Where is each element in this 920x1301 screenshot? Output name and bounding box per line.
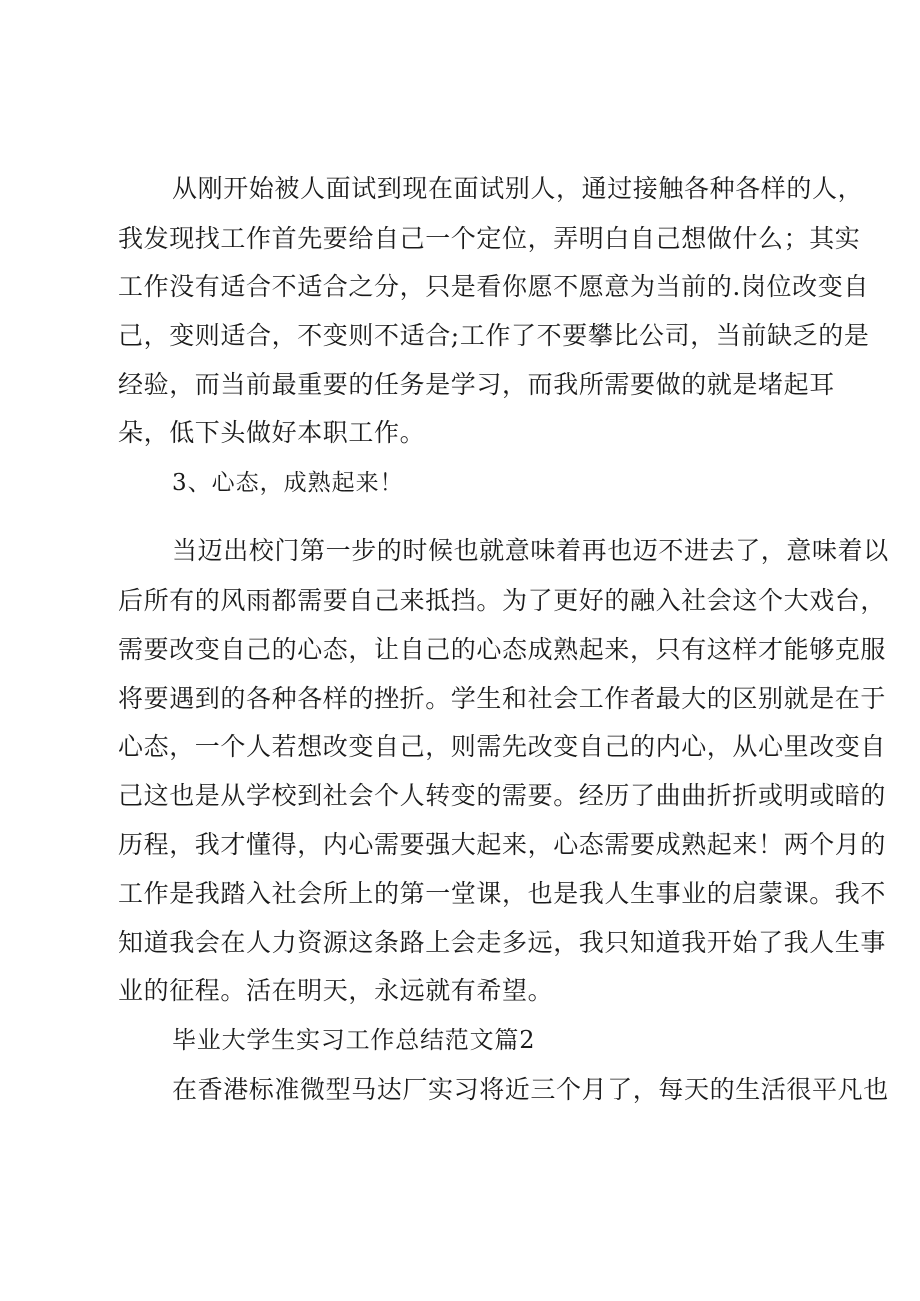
paragraph-1-line-5: 经验，而当前最重要的任务是学习，而我所需要做的就是堵起耳 [118,370,835,399]
paragraph-2-line-2: 后所有的风雨都需要自己来抵挡。为了更好的融入社会这个大戏台， [118,586,887,615]
paragraph-2-line-7: 历程，我才懂得，内心需要强大起来，心态需要成熟起来！两个月的 [118,830,887,859]
paragraph-2-line-6: 己这也是从学校到社会个人转变的需要。经历了曲曲折折或明或暗的 [118,781,887,810]
article-2-title: 毕业大学生实习工作总结范文篇2 [172,1026,536,1054]
paragraph-1-line-6: 朵，低下头做好本职工作。 [118,418,426,447]
section-3-heading: 3、心态，成熟起来！ [172,470,404,496]
paragraph-2-line-8: 工作是我踏入社会所上的第一堂课，也是我人生事业的启蒙课。我不 [118,879,887,908]
paragraph-2-line-1: 当迈出校门第一步的时候也就意味着再也迈不进去了，意味着以 [172,536,889,565]
paragraph-2-line-9: 知道我会在人力资源这条路上会走多远，我只知道我开始了我人生事 [118,928,887,957]
paragraph-3-line-1: 在香港标准微型马达厂实习将近三个月了，每天的生活很平凡也 [172,1075,889,1104]
paragraph-1-line-1: 从刚开始被人面试到现在面试别人，通过接触各种各样的人， [172,174,864,203]
paragraph-2-line-3: 需要改变自己的心态，让自己的心态成熟起来，只有这样才能够克服 [118,635,887,664]
paragraph-1-line-2: 我发现找工作首先要给自己一个定位，弄明白自己想做什么；其实 [118,224,861,253]
paragraph-2-line-5: 心态，一个人若想改变自己，则需先改变自己的内心，从心里改变自 [118,732,887,761]
paragraph-1-line-4: 己，变则适合，不变则不适合;工作了不要攀比公司，当前缺乏的是 [118,321,870,350]
paragraph-2-line-4: 将要遇到的各种各样的挫折。学生和社会工作者最大的区别就是在于 [118,684,887,713]
paragraph-2-line-10: 业的征程。活在明天，永远就有希望。 [118,976,554,1005]
paragraph-1-line-3: 工作没有适合不适合之分，只是看你愿不愿意为当前的.岗位改变自 [118,272,869,301]
